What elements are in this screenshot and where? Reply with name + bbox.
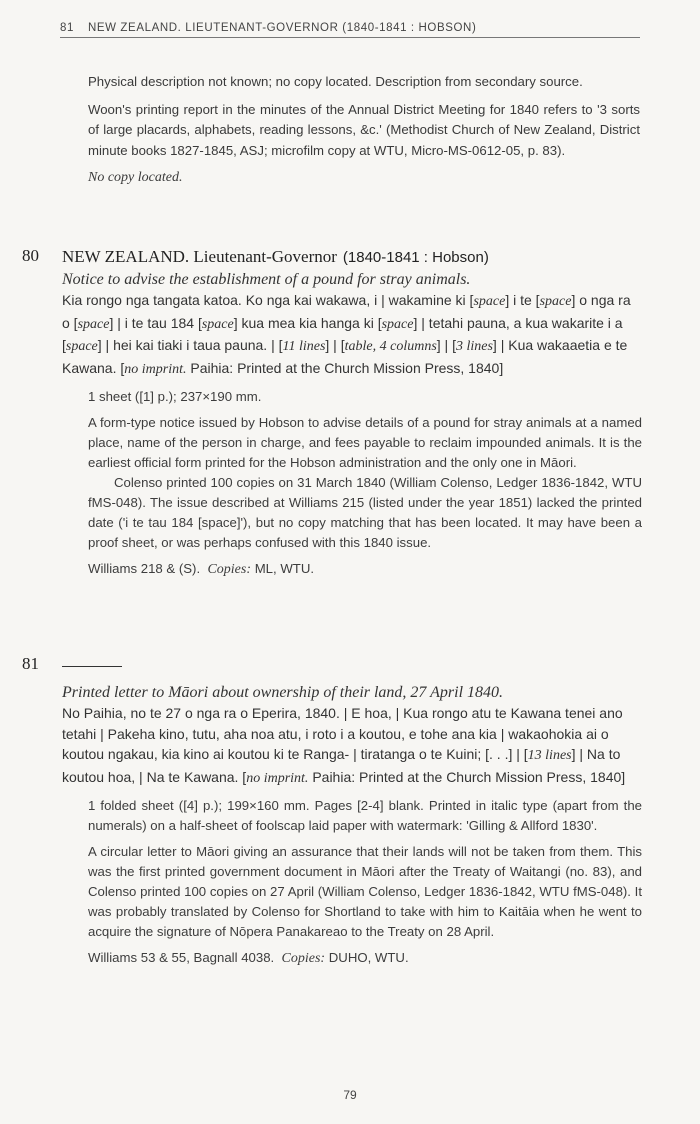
header-page-number: 81	[60, 22, 74, 34]
entry-81-transcription: No Paihia, no te 27 o nga ra o Eperira, 1840. | E hoa, | Kua rongo atu te Kawana tenei ano tetahi | Pakeha kino, tutu, aha noa atu, i roto i a koutou, e tohe ana kia | wakaohokia ai o koutou ngakau, kia kino ai koutou ki te Ranga- | tiratanga o te Kuini; [. . .] | [13 lines] | Na to koutou hoa, | Na te Kawana. [no imprint. Paihia: Printed at the Church Mission Press, 1840]	[62, 705, 626, 786]
entry-80-notes	[88, 387, 642, 580]
entry-81-physical: 1 folded sheet ([4] p.); 199×160 mm. Pages [2-4] blank. Printed in italic type (apart from the numerals) on a half-sheet of foolscap laid paper with watermark: 'Gilling & Allford 1830'.	[88, 798, 642, 833]
entry-81	[22, 654, 642, 969]
prev-no-copy: No copy located.	[88, 170, 183, 185]
entry-81-note: A circular letter to Māori giving an assurance that their lands will not be taken from them. This was the first printed government document in Māori after the Treaty of Waitangi (no. 83), and Colenso printed 100 copies on 27 April (William Colenso, Ledger 1836-1842, WTU fMS-048). It was probably translated by Colenso for Shortland to take with him to Kaitāia when he went to acquire the signature of Nōpera Panakareao to the Treaty on 28 April.	[88, 844, 642, 939]
entry-80-heading	[62, 246, 642, 269]
entry-81-notes	[88, 796, 642, 969]
previous-entry-continuation	[88, 72, 640, 189]
entry-81-heading-dash	[62, 654, 642, 676]
entry-80-title: Notice to advise the establishment of a pound for stray animals.	[62, 271, 471, 288]
entry-80-transcription: Kia rongo nga tangata katoa. Ko nga kai wakawa, i | wakamine ki [space] i te [space] o nga ra o [space] | i te tau 184 [space] kua mea kia hanga ki [space] | tetahi pauna, a kua wakarite i a [space] | hei kai tiaki i taua pauna. | [11 lines] | [table, 4 columns] | [3 lines] | Kua wakaaetia e te Kawana. [no imprint. Paihia: Printed at the Church Mission Press, 1840]	[62, 292, 631, 377]
entry-81-title: Printed letter to Māori about ownership of their land, 27 April 1840.	[62, 684, 504, 701]
entry-81-number: 81	[22, 654, 39, 673]
prev-description: Physical description not known; no copy located. Description from secondary source.	[88, 74, 583, 89]
entry-80-physical: 1 sheet ([1] p.); 237×190 mm.	[88, 389, 262, 404]
entry-80-note: A form-type notice issued by Hobson to advise details of a pound for stray animals at a named place, name of the person in charge, and fees payable to reclaim impounded animals. It is the earliest official form printed for the Hobson administration and the only one in Māori.	[88, 415, 642, 470]
entry-80-note-colenso: Colenso printed 100 copies on 31 March 1840 (William Colenso, Ledger 1836-1842, WTU fMS-048). The issue described at Williams 215 (listed under the year 1851) lacked the printed date ('i te tau 184 [space]'), but no copy matching that has been located. It may have been a proof sheet, or was perhaps confused with this 1840 issue.	[88, 475, 642, 550]
entry-80-heading-name: NEW ZEALAND. Lieutenant-Governor	[62, 247, 337, 266]
page-folio: 79	[343, 1088, 357, 1102]
prev-printing-report: Woon's printing report in the minutes of the Annual District Meeting for 1840 refers to '3 sorts of large placards, alphabets, reading lessons, &c.' (Methodist Church of New Zealand, District minute books 1827-1845, ASJ; microfilm copy at WTU, Micro-MS-0612-05, p. 83).	[88, 101, 640, 158]
running-header	[60, 22, 640, 38]
entry-80-references: Williams 218 & (S). Copies: ML, WTU.	[88, 561, 315, 577]
header-running-title: NEW ZEALAND. LIEUTENANT-GOVERNOR (1840-1841 : HOBSON)	[88, 22, 477, 34]
entry-80-number: 80	[22, 246, 39, 265]
entry-81-references: Williams 53 & 55, Bagnall 4038. Copies: DUHO, WTU.	[88, 950, 409, 966]
entry-80	[22, 246, 642, 580]
entry-80-heading-years: (1840-1841 : Hobson)	[342, 249, 489, 266]
